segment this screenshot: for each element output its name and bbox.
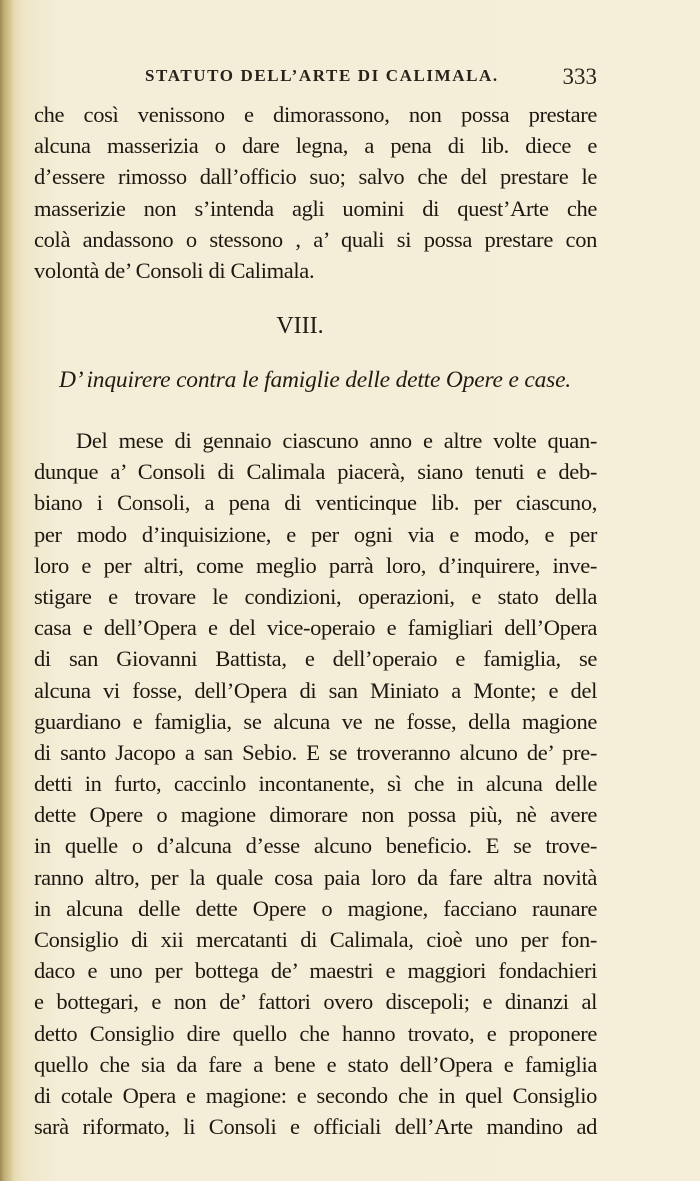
- text-line: masserizie non s’intenda agli uomini di quest’Arte che: [34, 195, 597, 221]
- text-line: quello che sia da fare a bene e stato dell’Opera e famiglia: [34, 1051, 597, 1077]
- text-line: stigare e trovare le condizioni, operazioni, e stato della: [34, 583, 597, 609]
- text-line: casa e dell’Opera e del vice-operaio e famigliari dell’Opera: [34, 615, 597, 641]
- paragraph-section-viii: [34, 425, 597, 1142]
- text-line: biano i Consoli, a pena di venticinque lib. per ciascuno,: [34, 490, 597, 516]
- section-title: D’ inquirere contra le famiglie delle dette Opere e case.: [59, 367, 571, 393]
- text-line: daco e uno per bottega de’ maestri e maggiori fondachieri: [34, 958, 597, 984]
- text-line: ranno altro, per la quale cosa paia loro da fare altra novità: [34, 864, 597, 890]
- text-line: che così venissono e dimorassono, non possa prestare: [34, 102, 597, 127]
- text-line: loro e per altri, come meglio parrà loro, d’inquirere, inve-: [34, 552, 597, 578]
- text-line: alcuna masserizia o dare legna, a pena di lib. diece e: [34, 133, 597, 159]
- text-line: dunque a’ Consoli di Calimala piacerà, siano tenuti e deb-: [34, 459, 597, 485]
- text-line: dette Opere o magione dimorare non possa più, nè avere: [34, 802, 597, 828]
- text-line: guardiano e famiglia, se alcuna ve ne fosse, della magione: [34, 708, 597, 734]
- text-line: per modo d’inquisizione, e per ogni via e modo, e per: [34, 521, 597, 547]
- text-line: volontà de’ Consoli di Calimala.: [34, 257, 315, 283]
- text-line: in quelle o d’alcuna d’esse alcuno beneficio. E se trove-: [34, 833, 597, 859]
- text-line: e bottegari, e non de’ fattori overo discepoli; e dinanzi al: [34, 989, 597, 1015]
- text-line: di santo Jacopo a san Sebio. E se troveranno alcuno de’ pre-: [34, 739, 597, 765]
- text-line: Consiglio di xii mercatanti di Calimala, cioè uno per fon-: [34, 927, 597, 952]
- page-header: [145, 64, 597, 94]
- paragraph-continued: [34, 99, 597, 286]
- text-line: di san Giovanni Battista, e dell’operaio e famiglia, se: [34, 646, 597, 672]
- text-line: colà andassono o stessono , a’ quali si possa prestare con: [34, 226, 597, 252]
- text-line: Del mese di gennaio ciascuno anno e altre volte quan-: [76, 428, 597, 453]
- page-number: 333: [562, 64, 597, 89]
- running-title: STATUTO DELL’ARTE DI CALIMALA.: [145, 66, 499, 85]
- text-line: sarà riformato, li Consoli e officiali dell’Arte mandino ad: [34, 1114, 597, 1140]
- text-line: d’essere rimosso dall’officio suo; salvo che del prestare le: [34, 164, 597, 190]
- text-line: detto Consiglio dire quello che hanno trovato, e proponere: [34, 1020, 597, 1046]
- text-line: in alcuna delle dette Opere o magione, facciano raunare: [34, 895, 597, 921]
- section-number: VIII.: [276, 313, 324, 339]
- text-line: detti in furto, caccinlo incontanente, sì che in alcuna delle: [34, 771, 597, 797]
- text-line: alcuna vi fosse, dell’Opera di san Miniato a Monte; e del: [34, 677, 597, 703]
- text-line: di cotale Opera e magione: e secondo che in quel Consiglio: [34, 1082, 597, 1108]
- page-gutter: [0, 0, 14, 1181]
